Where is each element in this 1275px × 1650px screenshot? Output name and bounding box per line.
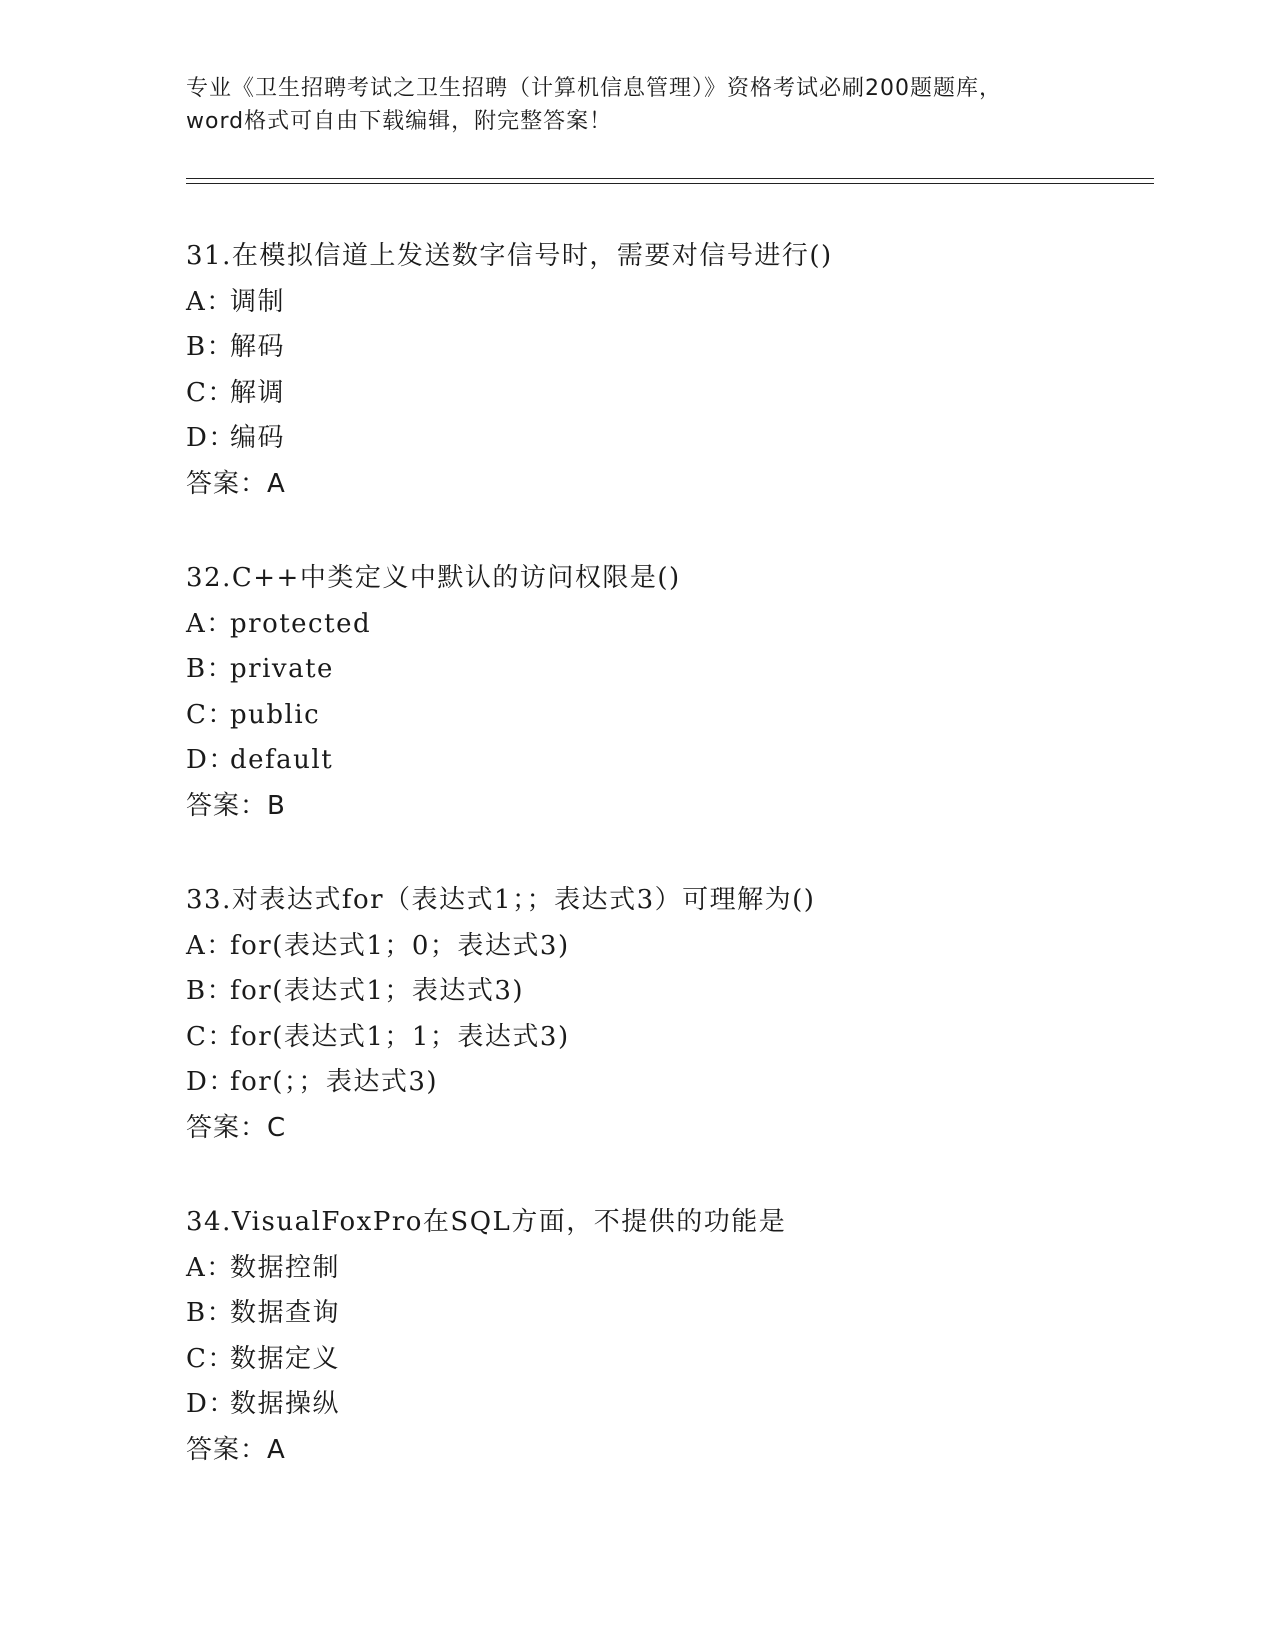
question-list bbox=[186, 234, 1146, 1522]
option-text: 调制 bbox=[230, 286, 286, 317]
option-d bbox=[186, 1382, 1146, 1428]
option-key: D： bbox=[186, 1389, 236, 1419]
header-divider-top bbox=[186, 178, 1154, 179]
answer-line: 答案：A bbox=[186, 1434, 286, 1465]
document-header bbox=[186, 72, 1086, 138]
option-b bbox=[186, 1291, 1146, 1337]
option-key: B： bbox=[186, 654, 235, 684]
option-text: for(表达式1；0；表达式3) bbox=[230, 930, 570, 961]
answer-line: 答案：A bbox=[186, 468, 286, 499]
option-b bbox=[186, 647, 1146, 693]
header-line-2: word格式可自由下载编辑，附完整答案！ bbox=[186, 109, 613, 134]
option-key: B： bbox=[186, 332, 235, 362]
option-text: 解码 bbox=[230, 332, 286, 362]
option-key: A： bbox=[186, 286, 234, 317]
question-stem: 32.C++中类定义中默认的访问权限是() bbox=[186, 563, 681, 593]
option-key: A： bbox=[186, 1252, 234, 1283]
option-key: C： bbox=[186, 1021, 235, 1052]
option-key: A： bbox=[186, 608, 234, 639]
option-key: B： bbox=[186, 976, 235, 1006]
option-text: 数据控制 bbox=[230, 1252, 341, 1283]
question-stem: 33.对表达式for（表达式1；；表达式3）可理解为() bbox=[186, 885, 816, 915]
option-text: 编码 bbox=[230, 423, 286, 453]
option-key: C： bbox=[186, 1343, 235, 1374]
header-line-1: 专业《卫生招聘考试之卫生招聘（计算机信息管理）》资格考试必刷200题题库， bbox=[186, 76, 1002, 101]
option-c bbox=[186, 1015, 1146, 1061]
option-text: 数据操纵 bbox=[230, 1389, 341, 1419]
option-text: for(；；表达式3) bbox=[230, 1067, 439, 1097]
option-text: protected bbox=[230, 608, 372, 639]
option-key: C： bbox=[186, 377, 235, 408]
question-31 bbox=[186, 234, 1146, 507]
option-a bbox=[186, 1246, 1146, 1292]
option-a bbox=[186, 602, 1146, 648]
option-d bbox=[186, 1060, 1146, 1106]
question-33 bbox=[186, 878, 1146, 1151]
option-text: for(表达式1；表达式3) bbox=[230, 976, 525, 1006]
option-text: for(表达式1；1；表达式3) bbox=[230, 1021, 570, 1052]
option-c bbox=[186, 371, 1146, 417]
option-a bbox=[186, 924, 1146, 970]
option-key: A： bbox=[186, 930, 234, 961]
option-key: D： bbox=[186, 745, 236, 775]
option-text: private bbox=[230, 654, 334, 684]
option-d bbox=[186, 738, 1146, 784]
question-34 bbox=[186, 1200, 1146, 1473]
option-text: default bbox=[230, 745, 334, 775]
question-32 bbox=[186, 556, 1146, 829]
option-text: 数据查询 bbox=[230, 1298, 341, 1328]
option-c bbox=[186, 1337, 1146, 1383]
option-text: 数据定义 bbox=[230, 1343, 341, 1374]
option-key: D： bbox=[186, 1067, 236, 1097]
option-key: B： bbox=[186, 1298, 235, 1328]
option-b bbox=[186, 325, 1146, 371]
option-key: C： bbox=[186, 699, 235, 730]
option-c bbox=[186, 693, 1146, 739]
answer-line: 答案：B bbox=[186, 790, 286, 821]
option-b bbox=[186, 969, 1146, 1015]
question-stem: 31.在模拟信道上发送数字信号时，需要对信号进行() bbox=[186, 241, 833, 271]
answer-line: 答案：C bbox=[186, 1112, 287, 1143]
header-divider-bottom bbox=[186, 183, 1154, 184]
option-a bbox=[186, 280, 1146, 326]
option-text: public bbox=[230, 699, 321, 730]
option-text: 解调 bbox=[230, 377, 286, 408]
question-stem: 34.VisualFoxPro在SQL方面，不提供的功能是 bbox=[186, 1207, 787, 1237]
option-key: D： bbox=[186, 423, 236, 453]
option-d bbox=[186, 416, 1146, 462]
